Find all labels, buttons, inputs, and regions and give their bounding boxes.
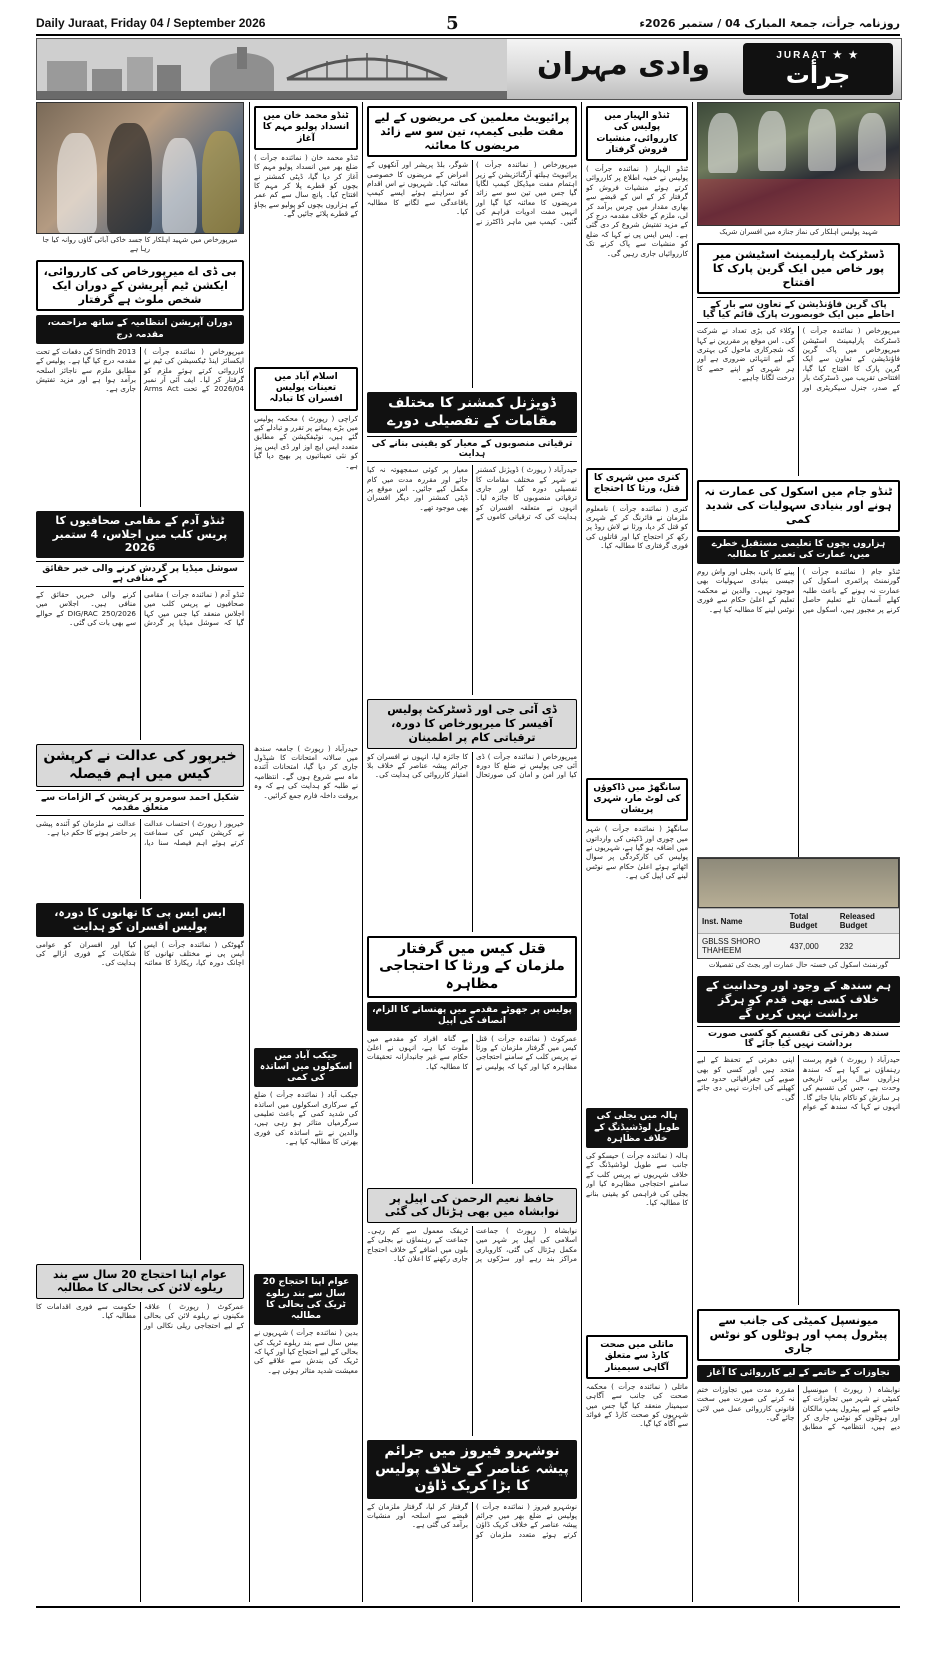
budget-header-released: Released Budget bbox=[836, 909, 899, 934]
skyline-illustration bbox=[37, 39, 507, 99]
subheadline: تجاوزات کے خاتمے کے لیے کارروائی کا آغاز bbox=[697, 1365, 900, 1382]
headline: اسلام آباد میں تعینات پولیس افسران کا تبادلہ bbox=[254, 367, 358, 411]
headline: ڈسٹرکٹ پارلیمینٹ اسٹیشن میر پور خاص میں ایک گرین پارک کا افتتاح bbox=[697, 243, 900, 294]
column-two bbox=[254, 102, 358, 1602]
section-banner bbox=[36, 38, 902, 100]
column-rule bbox=[581, 102, 582, 1602]
logo-urdu: جرأت bbox=[785, 60, 851, 89]
headline: ٹنڈو محمد خان میں انسداد پولیو مہم کا آغاز bbox=[254, 106, 358, 150]
budget-header-total: Total Budget bbox=[786, 909, 836, 934]
subheadline: دوران آپریشن انتظامیہ کے ساتھ مزاحمت، مقدمہ درج bbox=[36, 315, 244, 344]
column-four bbox=[586, 102, 688, 1602]
headline: ٹنڈو الہیار میں پولیس کی کارروائی، منشیات فروش گرفتار bbox=[586, 106, 688, 161]
photo-caption: میرپورخاص میں شہید اہلکار کا جسد خاکی آبائی گاؤں روانہ کیا جا رہا ہے bbox=[42, 236, 238, 253]
funeral-photo bbox=[36, 102, 244, 234]
article-text: عمرکوٹ ( رپورٹ ) علاقہ مکینوں نے ریلوے لائن کی بحالی کے لیے احتجاجی ریلی نکالی اور حکومت سے فوری اقدامات کا مطالبہ کیا۔ bbox=[36, 1302, 244, 1330]
article-text: ہالہ ( نمائندہ جرأت ) حیسکو کی جانب سے طویل لوڈشیڈنگ کے خلاف شہریوں نے پریس کلب کے سامنے احتجاجی مظاہرہ کیا اور بجلی کی فراہمی کو یقینی بنانے کا مطالبہ کیا۔ bbox=[586, 1151, 688, 1208]
headline: ڈی آئی جی اور ڈسٹرکٹ پولیس آفیسر کا میرپورخاص کا دورہ، ترقیاتی کام پر اطمینان bbox=[367, 699, 577, 748]
article-text: جیکب آباد ( نمائندہ جرأت ) ضلع کے سرکاری اسکولوں میں اساتذہ کی شدید کمی کے باعث تعلیمی سرگرمیاں متاثر ہو رہی ہیں، والدین نے نئے اساتذہ کی فوری بھرتی کا مطالبہ کیا ہے۔ bbox=[254, 1090, 358, 1147]
headline: ڈویژنل کمشنر کا مختلف مقامات کے تفصیلی دورے bbox=[367, 392, 577, 433]
headline: پرائیویٹ معلمین کی مریضوں کے لیے مفت طبی کیمپ، تین سو سے زائد مریضوں کا معائنہ bbox=[367, 106, 577, 157]
article-text: ٹنڈو محمد خان ( نمائندہ جرأت ) ضلع بھر میں انسداد پولیو مہم کا آغاز کر دیا گیا، ڈپٹی کمشنر نے بچوں کو قطرے پلا کر مہم کا افتتاح کیا۔ پانچ سال سے کم عمر کے ہزاروں بچوں کو پولیو سے بچاؤ کے قطرے پلائے جائیں گے۔ bbox=[254, 152, 358, 219]
subheadline: شکیل احمد سومرو پر کرپشن کے الزامات سے متعلق مقدمہ bbox=[36, 790, 244, 816]
school-building-photo bbox=[698, 858, 899, 908]
article-text: نوابشاہ ( رپورٹ ) میونسپل کمیٹی نے شہر میں تجاوزات کے خاتمے کے لیے پیٹرول پمپ مالکان اور ہوٹلوں کو نوٹس جاری کر دیے ہیں، انتظامیہ کے مطابق مقررہ مدت میں تجاوزات ختم نہ کرنے کی صورت میں سخت قانونی کارروائی عمل میں لائی جائے گی۔ bbox=[697, 1384, 900, 1432]
article-text: کنری ( نمائندہ جرأت ) نامعلوم ملزمان نے فائرنگ کر کے شہری کو قتل کر دیا، ورثا نے لاش روڈ پر رکھ کر احتجاج کیا اور قاتلوں کی فوری گرفتاری کا مطالبہ کیا۔ bbox=[586, 503, 688, 551]
column-rule bbox=[692, 102, 693, 1602]
headline: جیکب آباد میں اسکولوں میں اساتذہ کی کمی bbox=[254, 1048, 358, 1088]
article-text: عمرکوٹ ( نمائندہ جرأت ) قتل کیس میں گرفتار ملزمان کے ورثا نے پریس کلب کے سامنے احتجاجی مظاہرہ کیا اور کہا کہ پولیس نے بے گناہ افراد کو مقدمے میں ملوث کیا ہے، انہوں نے اعلیٰ حکام سے غیر جانبدارانہ تحقیقات کا مطالبہ کیا۔ bbox=[367, 1033, 577, 1071]
article-text: ٹنڈو آدم ( نمائندہ جرأت ) مقامی صحافیوں نے پریس کلب میں اجلاس منعقد کیا جس میں کہا گیا کہ سوشل میڈیا پر گردش کرنے والی خبریں حقائق کے منافی ہیں۔ اجلاس میں DIG/RAC 250/2026 کے حوالے سے بھی بات کی گئی۔ bbox=[36, 590, 244, 628]
police-funeral-photo bbox=[697, 102, 900, 226]
bottom-rule bbox=[36, 1606, 900, 1608]
subheadline: سندھ دھرتی کی تقسیم کو کسی صورت برداشت نہیں کیا جائے گا bbox=[697, 1026, 900, 1052]
article-text: خیرپور ( رپورٹ ) احتساب عدالت نے کرپشن کیس کی سماعت کرتے ہوئے اہم فیصلہ سنا دیا، عدالت نے ملزمان کو آئندہ پیشی پر حاضر ہونے کا حکم دیا ہے۔ bbox=[36, 819, 244, 847]
section-title: وادی مہران bbox=[537, 47, 710, 82]
headline: ٹنڈو جام میں اسکول کی عمارت نہ ہونے اور بنیادی سہولیات کی شدید کمی bbox=[697, 480, 900, 531]
article-text: گھوٹکی ( نمائندہ جرأت ) ایس ایس پی نے مختلف تھانوں کا اچانک دورہ کیا، ریکارڈ کا معائنہ کیا اور افسران کو عوامی شکایات کے فوری ازالے کی ہدایت کی۔ bbox=[36, 939, 244, 968]
budget-header-name: Inst. Name bbox=[698, 909, 786, 934]
subheadline: پولیس پر جھوٹے مقدمے میں پھنسانے کا الزام، انصاف کی اپیل bbox=[367, 1002, 577, 1031]
budget-cell-name: GBLSS SHORO THAHEEM bbox=[698, 934, 786, 959]
page-number: 5 bbox=[446, 12, 459, 34]
article-text: میرپورخاص ( نمائندہ جرأت ) ڈی آئی جی پولیس نے ضلع کا دورہ کیا اور امن و امان کی صورتحال کا جائزہ لیا، انہوں نے افسران کو جرائم پیشہ عناصر کے خلاف بلا امتیاز کارروائی کی ہدایت کی۔ bbox=[367, 751, 577, 780]
budget-cell-released: 232 bbox=[836, 934, 899, 959]
column-center bbox=[367, 102, 577, 1602]
english-dateline: Daily Juraat, Friday 04 / September 2026 bbox=[36, 16, 266, 30]
column-rule bbox=[249, 102, 250, 1602]
column-right bbox=[697, 102, 900, 1602]
headline: نوشہرو فیروز میں جرائم پیشہ عناصر کے خلاف پولیس کا بڑا کریک ڈاؤن bbox=[367, 1440, 577, 1499]
headline: ایس ایس پی کا تھانوں کا دورہ، پولیس افسران کو ہدایت bbox=[36, 903, 244, 937]
budget-table bbox=[698, 908, 899, 958]
headline: عوام اپنا احتجاج 20 سال سے بند ریلوے لائن کی بحالی کا مطالبہ bbox=[36, 1264, 244, 1300]
headline: ہم سندھ کے وجود اور وحدانیت کے خلاف کسی بھی قدم کو ہرگز برداشت نہیں کریں گے bbox=[697, 976, 900, 1023]
article-text: کراچی ( رپورٹ ) محکمہ پولیس میں بڑے پیمانے پر تقرر و تبادلے کیے گئے ہیں، نوٹیفکیشن کے مطابق متعدد ایس ایچ اوز اور ڈی ایس پیز کو نئی تعیناتیوں پر بھیج دیا گیا ہے۔ bbox=[254, 413, 358, 470]
headline: سانگھڑ میں ڈاکوؤں کی لوٹ مار، شہری پریشان bbox=[586, 778, 688, 822]
headline: عوام اپنا احتجاج 20 سال سے بند ریلوے ٹریک کی بحالی کا مطالبہ bbox=[254, 1274, 358, 1325]
headline: قتل کیس میں گرفتار ملزمان کے ورثا کا احتجاجی مظاہرہ bbox=[367, 936, 577, 999]
article-text: نوشہرو فیروز ( نمائندہ جرأت ) پولیس نے ضلع بھر میں جرائم پیشہ عناصر کے خلاف کریک ڈاؤن کرتے ہوئے متعدد ملزمان کو گرفتار کر لیا، گرفتار ملزمان کے قبضے سے اسلحہ اور منشیات برآمد کی گئی ہے۔ bbox=[367, 1501, 577, 1539]
article-text: بدین ( نمائندہ جرأت ) شہریوں نے بیس سال سے بند ریلوے ٹریک کی بحالی کے لیے احتجاج کیا اور کہا کہ ٹریک کی بندش سے علاقے کی معیشت شدید متاثر ہوئی ہے۔ bbox=[254, 1328, 358, 1375]
budget-image bbox=[697, 857, 900, 959]
juraat-logo bbox=[743, 43, 893, 95]
article-text: میرپورخاص ( نمائندہ جرأت ) ایکسائز اینڈ ٹیکسیشن کی ٹیم نے کارروائی کرتے ہوئے ملزم کو گرفتار کر لیا۔ ایف آئی آر نمبر 2026/04 کے تحت Arms Act Sindh 2013 کی دفعات کے تحت مقدمہ درج کیا گیا ہے۔ پولیس کے مطابق ملزم سے ناجائز اسلحہ برآمد ہوا ہے اور مزید تفتیش جاری ہے۔ bbox=[36, 346, 244, 394]
headline: ہالہ میں بجلی کی طویل لوڈشیڈنگ کے خلاف مظاہرہ bbox=[586, 1108, 688, 1148]
headline: بی ڈی اے میرپورخاص کی کارروائی، ایکشن ٹیم آپریشن کے دوران ایک شخص ملوث ہے گرفتار bbox=[36, 260, 244, 311]
budget-caption: گورنمنٹ اسکول کی خستہ حال عمارت اور بجٹ کی تفصیلات bbox=[708, 961, 889, 969]
headline: ماتلی میں صحت کارڈ سے متعلق آگاہی سیمینار bbox=[586, 1335, 688, 1379]
subheadline: پاک گرین فاؤنڈیشن کے تعاون سے بار کے احاطے میں ایک خوبصورت پارک قائم کیا گیا bbox=[697, 297, 900, 323]
article-text: ٹنڈو الہیار ( نمائندہ جرأت ) پولیس نے خفیہ اطلاع پر کارروائی کرتے ہوئے منشیات فروش کو گرفتار کر کے اس کے قبضے سے بھاری مقدار میں چرس برآمد کر لی، ملزم کے خلاف مقدمہ درج کر کے مزید تفتیش شروع کر دی گئی ہے۔ ایس ایس پی نے کہا کہ ضلع کو منشیات سے پاک کرنے تک کارروائیاں جاری رہیں گی۔ bbox=[586, 164, 688, 258]
photo-caption: شہید پولیس اہلکار کی نماز جنازہ میں افسران شریک bbox=[719, 228, 878, 236]
urdu-dateline: روزنامہ جرأت، جمعۃ المبارک 04 / ستمبر 2026ء bbox=[639, 16, 900, 30]
article-text: نوابشاہ ( رپورٹ ) جماعت اسلامی کی اپیل پر شہر میں مکمل ہڑتال کی گئی، کاروباری مراکز بند رہے اور سڑکوں پر ٹریفک معمول سے کم رہی۔ جماعت کے رہنماؤں نے بجلی کے بلوں میں اضافے کے خلاف احتجاج جاری رکھنے کا اعلان کیا۔ bbox=[367, 1226, 577, 1264]
headline: کنری میں شہری کا قتل، ورثا کا احتجاج bbox=[586, 468, 688, 501]
headline: ٹنڈو آدم کے مقامی صحافیوں کا پریس کلب میں اجلاس، 4 ستمبر 2026 bbox=[36, 511, 244, 558]
headline: میونسپل کمیٹی کی جانب سے پیٹرول پمپ اور ہوٹلوں کو نوٹس جاری bbox=[697, 1309, 900, 1360]
headline: حافظ نعیم الرحمن کی اپیل پر نوابشاہ میں بھی ہڑتال کی گئی bbox=[367, 1188, 577, 1224]
article-text: ماتلی ( نمائندہ جرأت ) محکمہ صحت کی جانب سے آگاہی سیمینار منعقد کیا گیا جس میں شہریوں کو صحت کارڈ کے فوائد سے آگاہ کیا گیا۔ bbox=[586, 1381, 688, 1429]
subheadline: سوشل میڈیا پر گردش کرنے والی خبر حقائق کے منافی ہے bbox=[36, 561, 244, 587]
article-text: حیدرآباد ( رپورٹ ) جامعہ سندھ میں سالانہ امتحانات کا شیڈول جاری کر دیا گیا، امتحانات آئندہ ماہ سے شروع ہوں گے۔ انتظامیہ نے طلبہ کو ہدایت کی ہے کہ وہ بروقت داخلہ فارم جمع کرائیں۔ bbox=[254, 743, 358, 800]
article-text: میرپورخاص ( نمائندہ جرأت ) ڈسٹرکٹ پارلیمینٹ اسٹیشن میرپورخاص میں پاک گرین فاؤنڈیشن کے تعاون سے ایک گرین پارک کا افتتاح کیا گیا، افتتاحی تقریب میں ڈسٹرکٹ بار کے صدر، جنرل سیکریٹری اور وکلاء کی بڑی تعداد نے شرکت کی۔ اس موقع پر مقررین نے کہا کہ شجرکاری ماحول کی بہتری کے لیے انتہائی ضروری ہے اور ہر شہری کو اپنے حصے کا درخت لگانا چاہیے۔ bbox=[697, 326, 900, 392]
article-text: ٹنڈو جام ( نمائندہ جرأت ) گورنمنٹ پرائمری اسکول کی عمارت نہ ہونے کے باعث طلبہ کھلے آسمان تلے تعلیم حاصل کرنے پر مجبور ہیں، اسکول میں پینے کا پانی، بجلی اور واش روم جیسی بنیادی سہولیات بھی موجود نہیں۔ والدین نے محکمہ تعلیم کے اعلیٰ حکام سے فوری نوٹس لینے کا مطالبہ کیا ہے۔ bbox=[697, 567, 900, 614]
subheadline: ترقیاتی منصوبوں کے معیار کو یقینی بنانے کی ہدایت bbox=[367, 436, 577, 462]
article-text: حیدرآباد ( رپورٹ ) ڈویژنل کمشنر نے شہر کے مختلف مقامات کا تفصیلی دورہ کیا اور جاری ترقیاتی منصوبوں کا جائزہ لیا۔ انہوں نے متعلقہ افسران کو ہدایت کی کہ ترقیاتی کاموں کے معیار پر کوئی سمجھوتہ نہ کیا جائے اور مقررہ مدت میں کام مکمل کیے جائیں۔ اس موقع پر ڈپٹی کمشنر اور دیگر افسران بھی موجود تھے۔ bbox=[367, 465, 577, 522]
article-text: میرپورخاص ( نمائندہ جرأت ) پرائیویٹ ہیلتھ آرگنائزیشن کے زیر اہتمام مفت میڈیکل کیمپ لگایا گیا جس میں تین سو سے زائد مریضوں کا معائنہ کیا گیا اور انہیں مفت ادویات فراہم کی گئیں۔ کیمپ میں ماہر ڈاکٹرز نے شوگر، بلڈ پریشر اور آنکھوں کے امراض کے مریضوں کا خصوصی معائنہ کیا۔ شہریوں نے اس اقدام کو سراہتے ہوئے ایسے کیمپ باقاعدگی سے لگانے کا مطالبہ کیا۔ bbox=[367, 160, 577, 226]
column-rule bbox=[362, 102, 363, 1602]
masthead-strip bbox=[36, 12, 900, 36]
column-left bbox=[36, 102, 244, 1602]
subheadline: ہزاروں بچوں کا تعلیمی مستقبل خطرے میں، عمارت کی تعمیر کا مطالبہ bbox=[697, 536, 900, 565]
article-text: حیدرآباد ( رپورٹ ) قوم پرست رہنماؤں نے کہا ہے کہ سندھ ہزاروں سال پرانی تاریخی وحدت ہے، جس کی تقسیم کی ہر سازش کو ناکام بنایا جائے گا۔ انہوں نے کہا کہ سندھ کے عوام اپنی دھرتی کے تحفظ کے لیے متحد ہیں اور کسی کو بھی صوبے کی جغرافیائی حدود سے کھیلنے کی اجازت نہیں دی جائے گی۔ bbox=[697, 1055, 900, 1112]
budget-cell-total: 437,000 bbox=[786, 934, 836, 959]
headline: خیرپور کی عدالت نے کرپشن کیس میں اہم فیصلہ bbox=[36, 744, 244, 787]
logo-english: JURAAT ★ ★ bbox=[776, 49, 860, 61]
article-text: سانگھڑ ( نمائندہ جرأت ) شہر میں چوری اور ڈکیتی کی وارداتوں میں اضافہ ہو گیا ہے، شہریوں نے پولیس کی کارکردگی پر سوال اٹھاتے ہوئے اعلیٰ حکام سے نوٹس لینے کی اپیل کی ہے۔ bbox=[586, 824, 688, 881]
